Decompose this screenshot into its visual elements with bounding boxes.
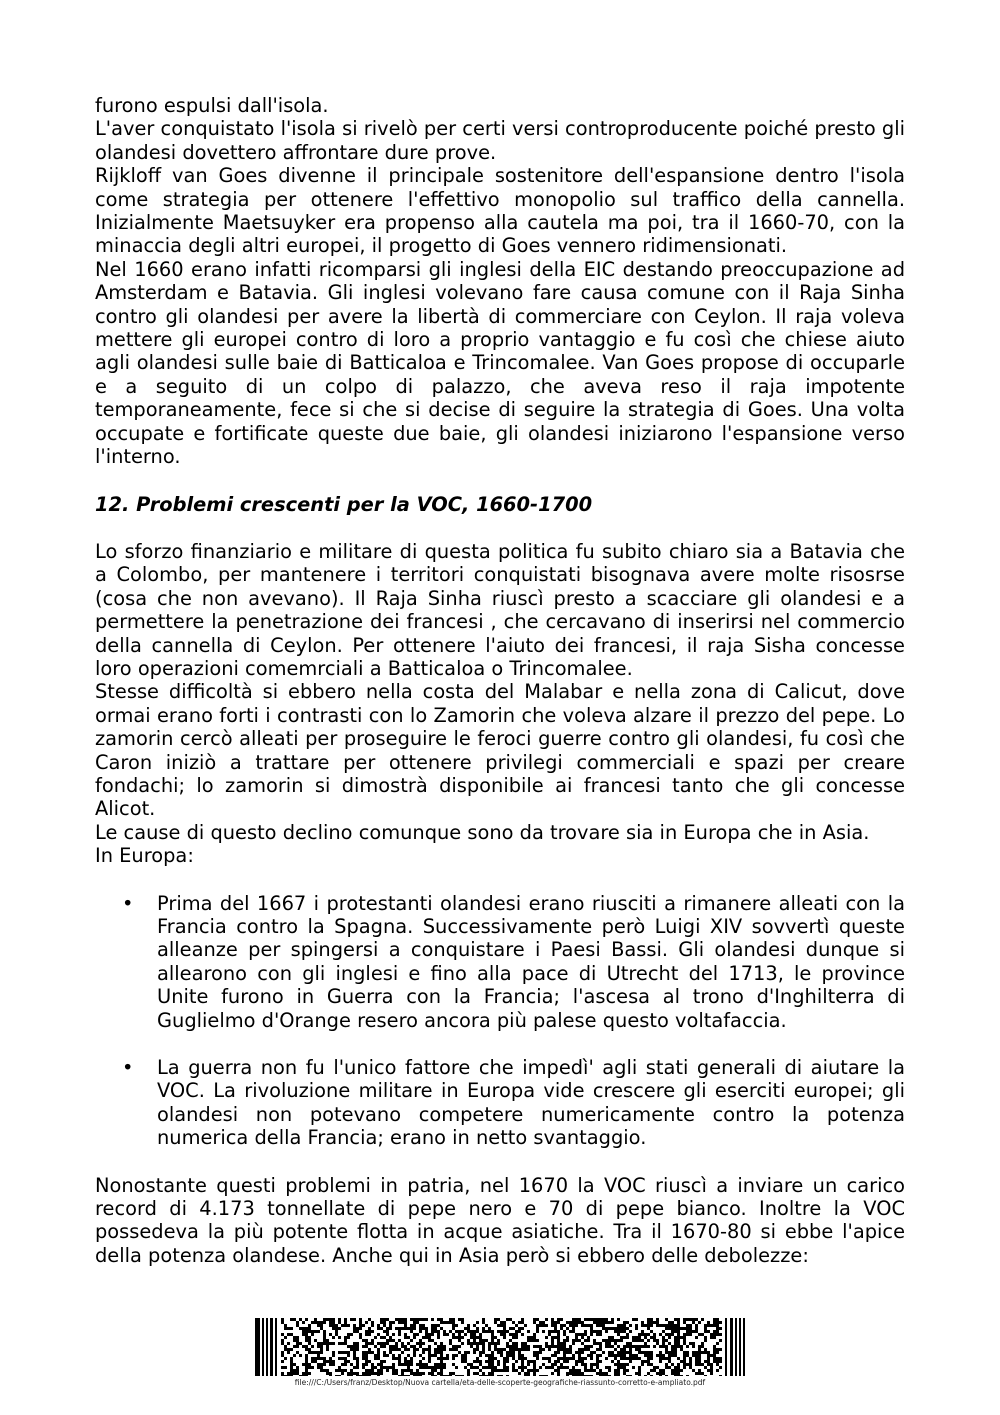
paragraph: Nel 1660 erano infatti ricomparsi gli inglesi della EIC destando preoccupazione ad Amsterdam e Batavia. Gli inglesi volevano fare causa comune con il Raja Sinha contro gli olandesi per avere la libertà di commerciare con Ceylon. Il raja voleva mettere gli europei contro di loro a proprio vantaggio e fu così che chiese aiuto agli olandesi sulle baie di Batticaloa e Trincomalee. Van Goes propose di occuparle e a seguito di un colpo di palazzo, che aveva reso il raja impotente temporaneamente, fece si che si decise di seguire la strategia di Goes. Una volta occupate e fortificate queste due baie, gli olandesi iniziarono l'espansione verso l'interno. [95,257,905,469]
paragraph: Lo sforzo finanziario e militare di questa politica fu subito chiaro sia a Batavia che a Colombo, per mantenere i territori conquistati bisognava avere molte risosrse (cosa che non avevano). Il Raja Sinha riuscì presto a scacciare gli olandesi e a permettere la penetrazione dei francesi , che cercavano di inserirsi nel commercio della cannella di Ceylon. Per ottenere l'aiuto dei francesi, il raja Sisha concesse loro operazioni comemrciali a Batticaloa o Trincomalee. [95,539,905,680]
section-heading: 12. Problemi crescenti per la VOC, 1660-1700 [95,492,593,516]
paragraph: L'aver conquistato l'isola si rivelò per certi versi controproducente poiché presto gli olandesi dovettero affrontare dure prove. [95,117,905,164]
paragraph: Nonostante questi problemi in patria, nel 1670 la VOC riuscì a inviare un carico record di 4.173 tonnellate di pepe nero e 70 di pepe bianco. Inoltre la VOC possedeva la più potente flotta in acque asiatiche. Tra il 1670-80 si ebbe l'apice della potenza olandese. Anche qui in Asia però si ebbero delle debolezze: [95,1173,905,1267]
paragraph: Le cause di questo declino comunque sono da trovare sia in Europa che in Asia. [95,820,870,844]
list-item [95,892,905,1032]
paragraph: furono espulsi dall'isola. [95,94,329,117]
list-item-text: Prima del 1667 i protestanti olandesi erano riusciti a rimanere alleati con la Francia contro la Spagna. Successivamente però Luigi XIV sovvertì queste alleanze per spingersi a conquistare i Paesi Bassi. Gli olandesi dunque si allearono con gli inglesi e fino alla pace di Utrecht del 1713, le province Unite furono in Guerra con la Francia; l'ascesa al trono d'Inghilterra di Guglielmo d'Orange resero ancora più palese questo voltafaccia. [157,891,905,1032]
paragraph: In Europa: [95,844,194,868]
file-path: file:///C:/Users/franz/Desktop/Nuova cartella/eta-delle-scoperte-geografiche-riassunto-corretto-e-ampliato.pdf [294,1378,706,1387]
paragraph: Stesse difficoltà si ebbero nella costa del Malabar e nella zona di Calicut, dove ormai erano forti i contrasti con lo Zamorin che voleva alzare il prezzo del pepe. Lo zamorin cercò alleati per proseguire le feroci guerre contro gli olandesi, fu così che Caron iniziò a trattare per ottenere privilegi commerciali e spazi per creare fondachi; lo zamorin si dimostrà disponibile ai francesi tanto che gli concesse Alicot. [95,680,905,821]
list-item-text: La guerra non fu l'unico fattore che impedì' agli stati generali di aiutare la VOC. La rivoluzione militare in Europa vide crescere gli eserciti europei; gli olandesi non potevano competere numericamente contro la potenza numerica della Francia; erano in netto svantaggio. [157,1056,905,1150]
bullet-list [95,892,905,1150]
bullet-icon: • [122,1056,134,1080]
document-body [95,94,905,1267]
barcode-icon [255,1318,745,1376]
list-item [95,1056,905,1150]
page-footer [0,1318,1000,1387]
bullet-icon: • [122,891,134,915]
paragraph: Rijkloff van Goes divenne il principale sostenitore dell'espansione dentro l'isola come strategia per ottenere l'effettivo monopolio sul traffico della cannella. Inizialmente Maetsuyker era propenso alla cautela ma poi, tra il 1660-70, con la minaccia degli altri europei, il progetto di Goes vennero ridimensionati. [95,164,905,258]
